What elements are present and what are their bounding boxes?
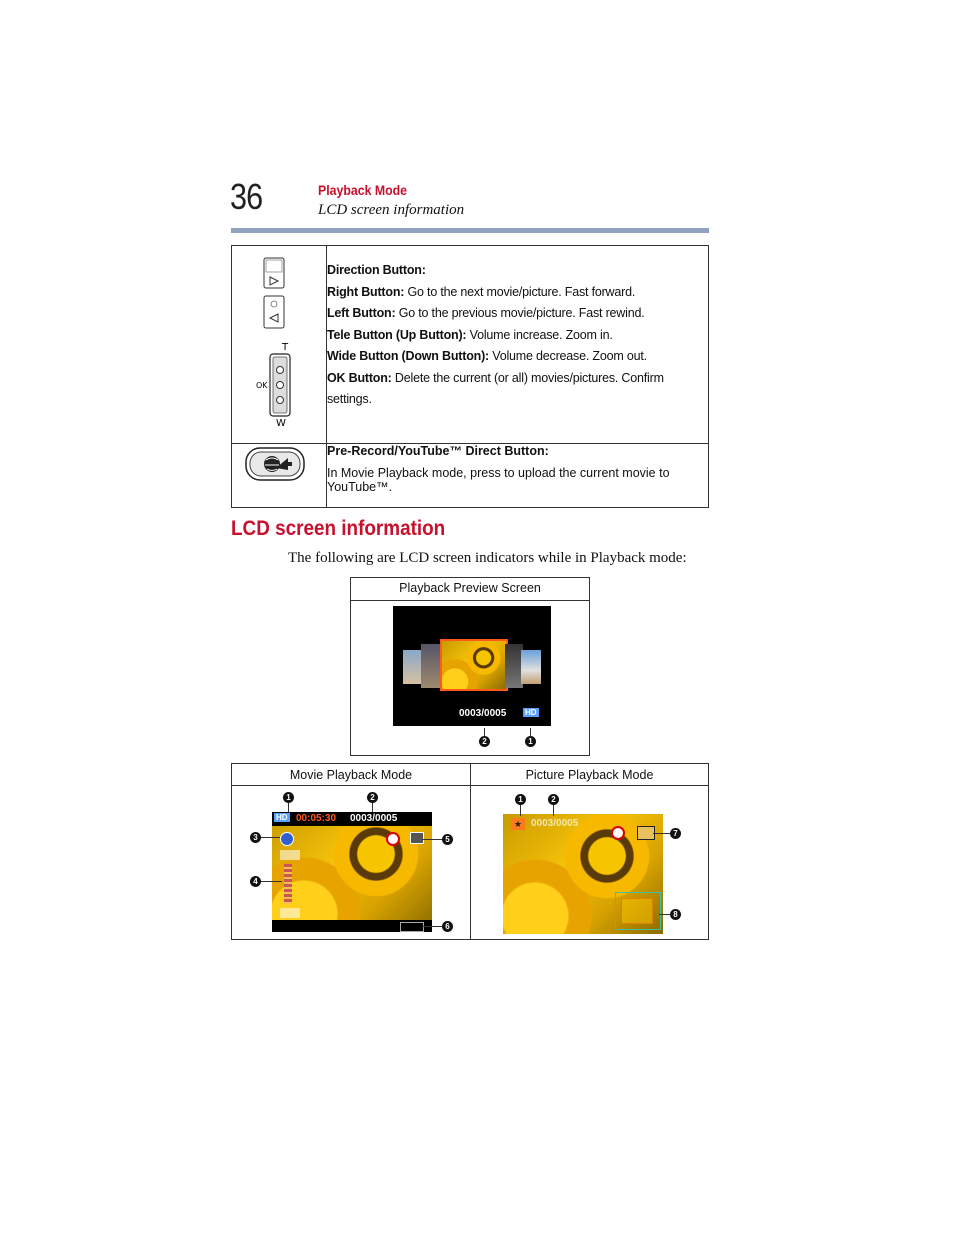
- right-button-desc: Right Button: Go to the next movie/picture. Fast forward.: [327, 284, 636, 299]
- intro-text: The following are LCD screen indicators while in Playback mode:: [288, 550, 687, 566]
- movie-callout-3: 3: [250, 832, 261, 843]
- movie-counter: 0003/0005: [350, 813, 398, 824]
- picture-mode-header: Picture Playback Mode: [471, 764, 709, 786]
- play-icon: [410, 832, 424, 844]
- movie-mode-cell: [232, 786, 471, 940]
- prerecord-icon-cell: [232, 444, 327, 508]
- youtube-direct-button-icon: [232, 444, 326, 504]
- protect-star-icon: ★: [511, 818, 525, 830]
- page-number: 36: [230, 176, 263, 217]
- direction-button-row: [232, 246, 709, 444]
- movie-callout-4: 4: [250, 876, 261, 887]
- thumb-far-right: [521, 650, 541, 684]
- right-button-icon: [264, 258, 284, 288]
- playback-modes-table: [231, 763, 709, 940]
- direction-title: Direction Button:: [327, 263, 426, 277]
- preview-header: Playback Preview Screen: [351, 578, 589, 601]
- wide-label: W: [276, 418, 286, 429]
- movie-mode-header: Movie Playback Mode: [232, 764, 471, 786]
- movie-time: 00:05:30: [296, 813, 337, 824]
- left-button-desc: Left Button: Go to the previous movie/picture. Fast rewind.: [327, 306, 645, 320]
- callout-2: 2: [479, 736, 490, 747]
- prerecord-title: Pre-Record/YouTube™ Direct Button:: [327, 444, 549, 458]
- direction-button-icon: [232, 246, 326, 440]
- direction-icon-cell: [232, 246, 327, 444]
- callout-1: 1: [525, 736, 536, 747]
- prerecord-button-row: [232, 444, 709, 508]
- movie-callout-5: 5: [442, 834, 453, 845]
- picture-callout-1: 1: [515, 794, 526, 805]
- zoom-area-indicator: [621, 898, 653, 924]
- thumb-far-left: [403, 650, 423, 684]
- direction-description: [327, 246, 709, 444]
- record-icon: [386, 832, 400, 846]
- movie-callout-2: 2: [367, 792, 378, 803]
- volume-down-icon: [280, 908, 300, 918]
- picture-record-icon: [611, 826, 625, 840]
- picture-counter: 0003/0005: [531, 818, 579, 829]
- movie-hd-icon: HD: [276, 813, 288, 822]
- volume-up-icon: [280, 850, 300, 860]
- wide-button-desc: Wide Button (Down Button): Volume decrease. Zoom out.: [327, 349, 647, 363]
- thumb-selected: [440, 639, 508, 691]
- button-table: [231, 245, 709, 508]
- tele-ok-wide-rocker-icon: [256, 342, 290, 429]
- preview-counter: 0003/0005: [459, 708, 507, 719]
- prerecord-text: In Movie Playback mode, press to upload the current movie to YouTube™.: [327, 466, 670, 494]
- left-button-icon: [264, 296, 284, 328]
- prerecord-description: [327, 444, 709, 508]
- picture-callout-8: 8: [670, 909, 681, 920]
- movie-lcd: [272, 812, 432, 932]
- youtube-status-icon: [280, 832, 294, 846]
- preview-hd-icon: HD: [525, 708, 537, 717]
- playback-preview-box: [350, 577, 590, 756]
- header-rule: [231, 228, 709, 233]
- volume-bar: [284, 864, 292, 904]
- picture-mode-cell: [471, 786, 709, 940]
- movie-callout-1: 1: [283, 792, 294, 803]
- picture-callout-2: 2: [548, 794, 559, 805]
- ok-button-desc: OK Button: Delete the current (or all) movies/pictures. Confirm settings.: [327, 370, 664, 406]
- picture-lcd: [503, 814, 663, 934]
- tele-button-desc: Tele Button (Up Button): Volume increase. Zoom in.: [327, 327, 613, 342]
- ok-label: OK: [256, 381, 268, 390]
- tele-label: T: [282, 342, 289, 353]
- delete-hint-icon: [400, 922, 424, 932]
- preview-lcd: [393, 606, 551, 726]
- section-subtitle: LCD screen information: [318, 202, 465, 218]
- movie-callout-6: 6: [442, 921, 453, 932]
- section-heading: LCD screen information: [231, 517, 446, 540]
- picture-callout-7: 7: [670, 828, 681, 839]
- chapter-title: Playback Mode: [318, 182, 408, 198]
